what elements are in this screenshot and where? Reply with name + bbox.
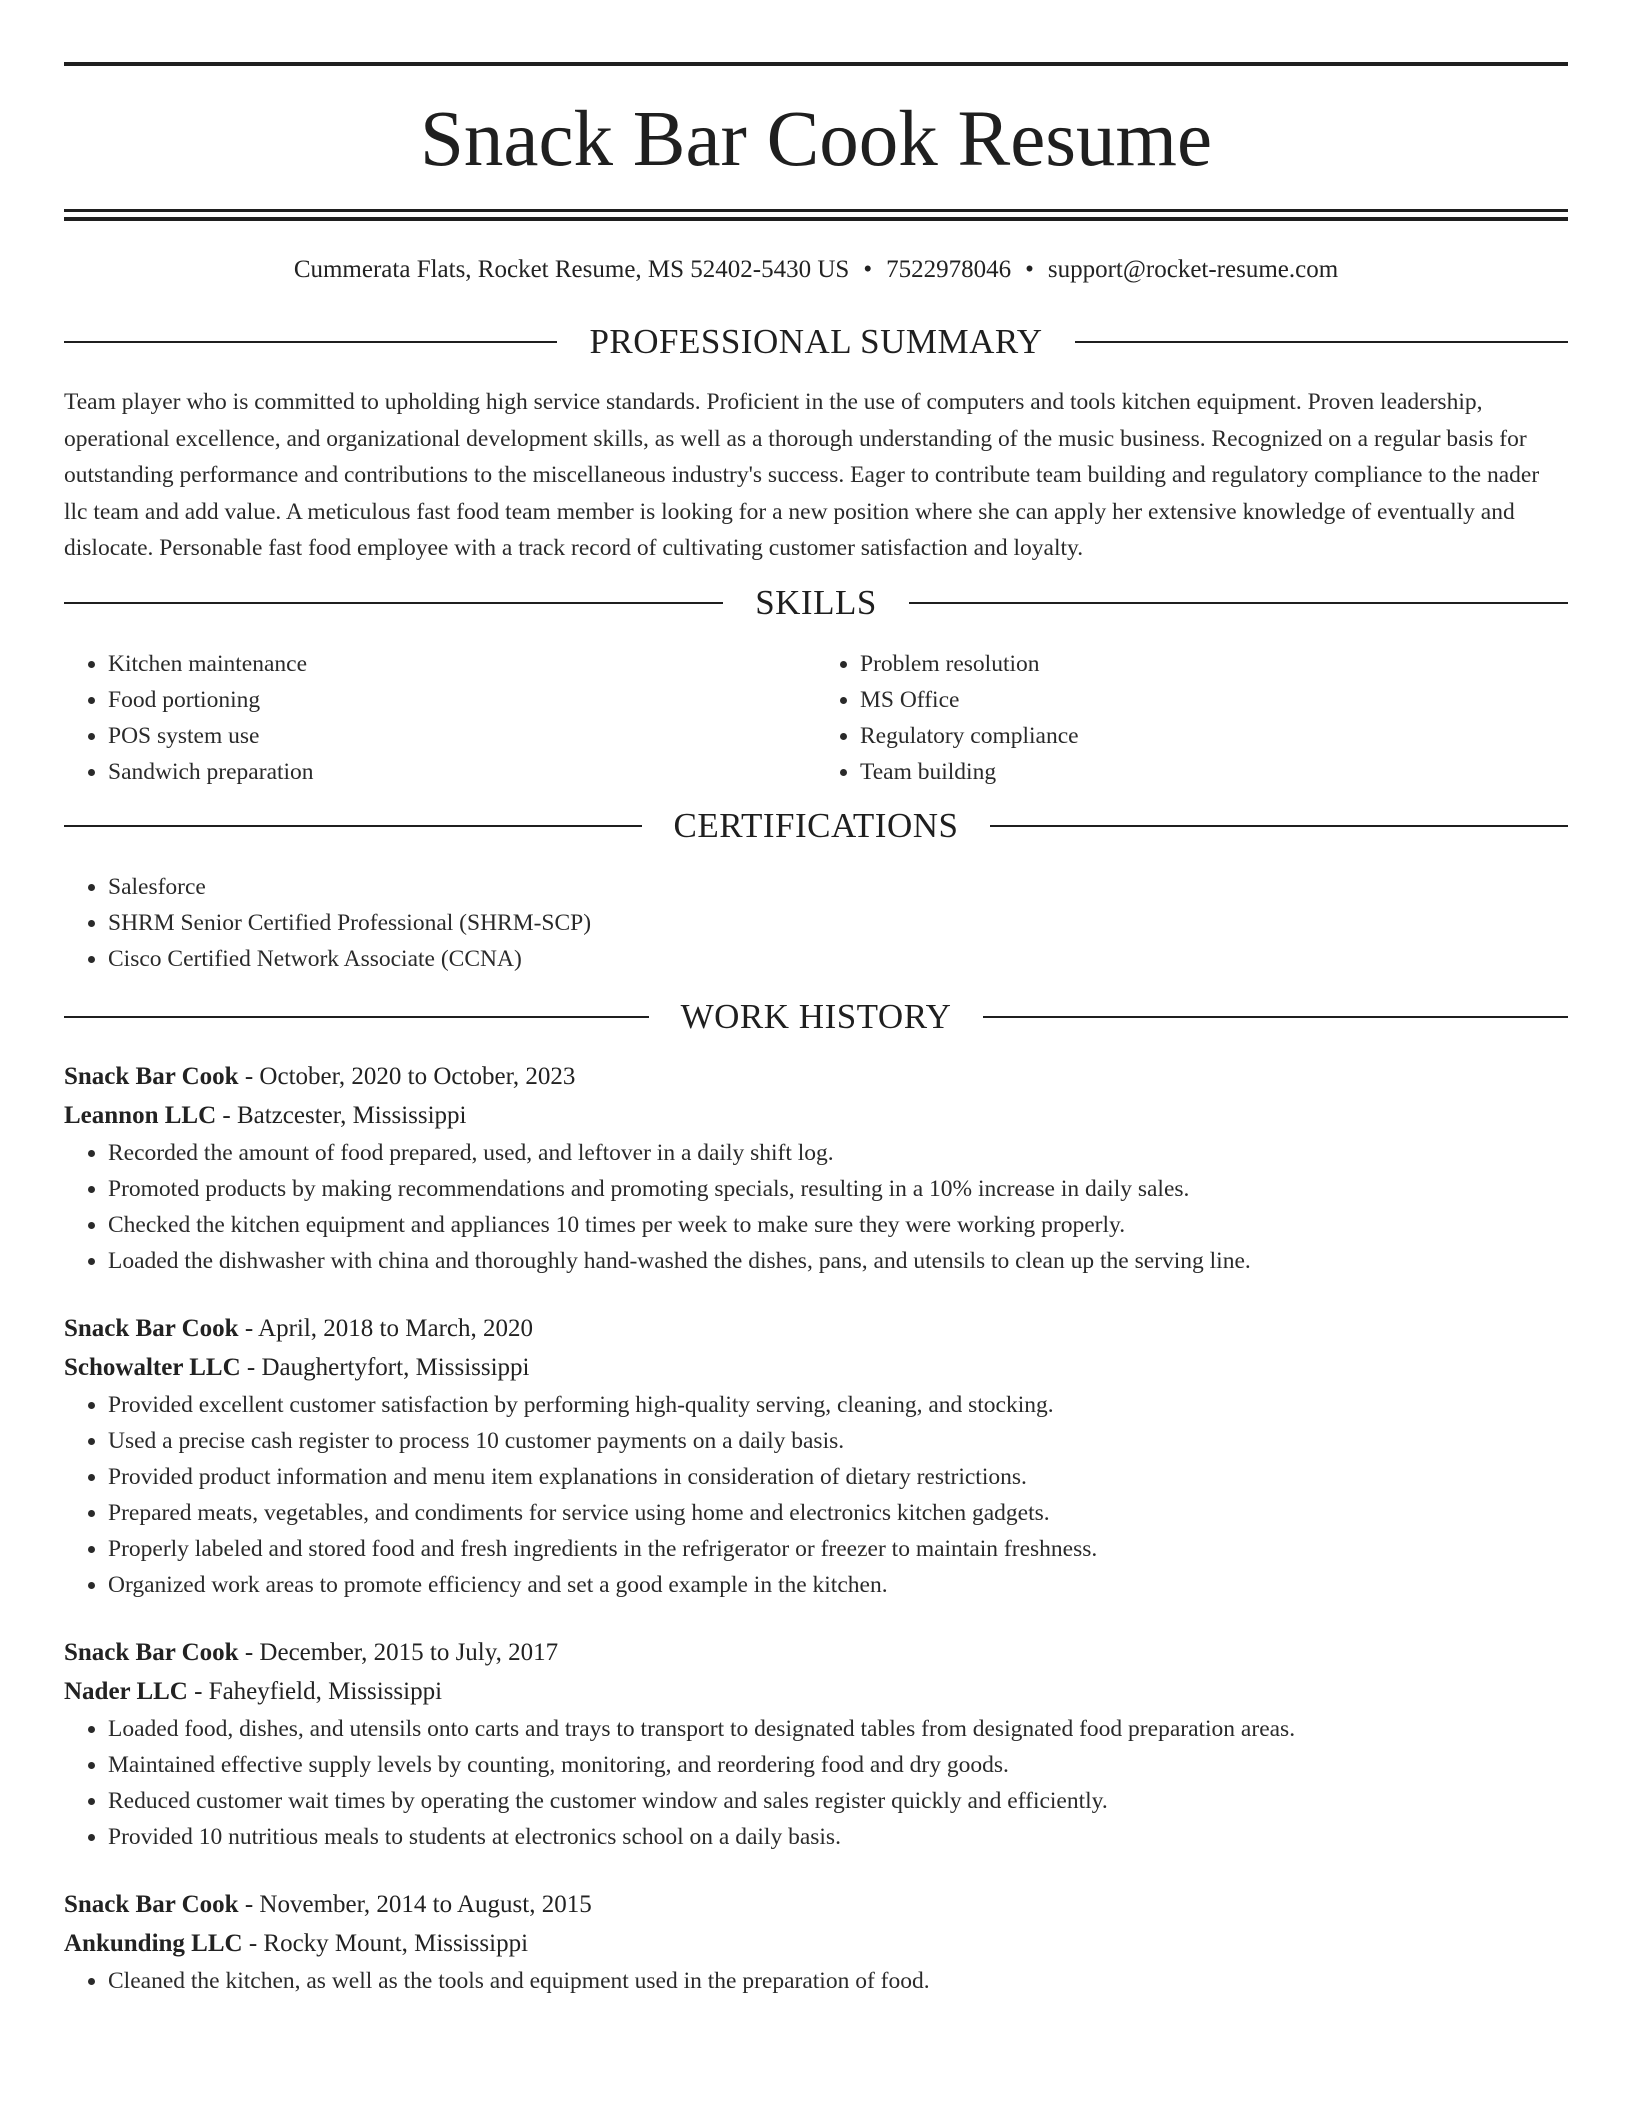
job-title-line [64,1309,1568,1348]
job-entry [64,1057,1568,1279]
job-company-line [64,1096,1568,1135]
job-location: - Batzcester, Mississippi [216,1101,467,1129]
skill-item: • Team building [860,754,1568,790]
summary-heading-label: PROFESSIONAL SUMMARY [589,322,1043,361]
job-title-line [64,1885,1568,1924]
contact-separator: • [1025,256,1034,283]
job-bullet: • Provided product information and menu item explanations in consideration of dietary restrictions. [108,1459,1568,1495]
resume-title: Snack Bar Cook Resume [419,96,1213,183]
job-title: Snack Bar Cook [64,1062,239,1090]
contact-address: Cummerata Flats, Rocket Resume, MS 52402-5430 US [293,256,850,283]
job-company-line [64,1924,1568,1963]
job-bullets [64,1963,1568,1999]
job-bullets [64,1387,1568,1603]
job-bullet: • Checked the kitchen equipment and appliances 10 times per week to make sure they were working properly. [108,1207,1568,1243]
summary-text: Team player who is committed to upholding high service standards. Proficient in the use of computers and tools kitchen equipment. Proven leadership, operational excellence, and organizational development skills, as well as a thorough understanding of the music business. Recognized on a regular basis for outstanding performance and contributions to the miscellaneous industry's success. Eager to contribute team building and regulatory compliance to the nader llc team and add value. A meticulous fast food team member is looking for a new position where she can apply her extensive knowledge of eventually and dislocate. Personable fast food employee with a track record of cultivating customer satisfaction and loyalty. [64,389,1540,561]
job-bullet: • Maintained effective supply levels by counting, monitoring, and reordering food and dry goods. [108,1747,1568,1783]
job-title: Snack Bar Cook [64,1314,239,1342]
job-location: - Rocky Mount, Mississippi [242,1929,529,1957]
job-dates: - April, 2018 to March, 2020 [238,1314,534,1342]
certification-item: • Cisco Certified Network Associate (CCNA) [108,941,1568,977]
skills-list-right [816,646,1568,790]
job-bullet: • Organized work areas to promote efficiency and set a good example in the kitchen. [108,1567,1568,1603]
skills-list-left [64,646,816,790]
certifications-list [64,869,1568,977]
skills-heading-label: SKILLS [755,582,877,622]
job-bullet: • Recorded the amount of food prepared, used, and leftover in a daily shift log. [108,1135,1568,1171]
skills-grid [64,646,1568,790]
job-entry [64,1633,1568,1855]
job-company-line [64,1348,1568,1387]
heading-rule [909,602,1568,604]
job-bullet: • Loaded food, dishes, and utensils onto carts and trays to transport to designated tables from designated food preparation areas. [108,1711,1568,1747]
heading-rule [990,825,1568,827]
job-entry [64,1885,1568,1999]
job-title: Snack Bar Cook [64,1638,239,1666]
job-bullets [64,1711,1568,1855]
skill-item: • Regulatory compliance [860,718,1568,754]
certifications-section-heading [64,806,1568,846]
job-company: Ankunding LLC [64,1929,243,1957]
contact-phone: 7522978046 [886,256,1012,283]
top-rule [64,62,1568,66]
job-dates: - October, 2020 to October, 2023 [238,1062,576,1090]
job-company: Leannon LLC [64,1101,217,1129]
job-location: - Daughertyfort, Mississippi [240,1353,530,1381]
job-bullet: • Loaded the dishwasher with china and thoroughly hand-washed the dishes, pans, and utensils to clean up the serving line. [108,1243,1568,1279]
job-entry [64,1309,1568,1603]
heading-rule [64,825,642,827]
job-company: Schowalter LLC [64,1353,241,1381]
skills-section-heading [64,583,1568,623]
work-history-heading-label: WORK HISTORY [680,996,952,1036]
job-bullet: • Provided 10 nutritious meals to students at electronics school on a daily basis. [108,1819,1568,1855]
heading-rule [64,341,557,343]
skill-item: • POS system use [108,718,816,754]
heading-rule [64,1016,649,1018]
skill-item: • MS Office [860,682,1568,718]
contact-separator: • [863,256,873,283]
heading-rule [983,1016,1568,1018]
title-double-rule [64,209,1568,221]
job-bullet: • Reduced customer wait times by operating the customer window and sales register quickly and efficiently. [108,1783,1568,1819]
job-bullet: • Promoted products by making recommendations and promoting specials, resulting in a 10% increase in daily sales. [108,1171,1568,1207]
certification-item: • SHRM Senior Certified Professional (SHRM-SCP) [108,905,1568,941]
job-bullet: • Provided excellent customer satisfaction by performing high-quality serving, cleaning, and stocking. [108,1387,1568,1423]
job-bullets [64,1135,1568,1279]
job-location: - Faheyfield, Mississippi [187,1677,443,1705]
skill-item: • Kitchen maintenance [108,646,816,682]
job-dates: - December, 2015 to July, 2017 [238,1638,559,1666]
job-title-line [64,1633,1568,1672]
job-title: Snack Bar Cook [64,1890,239,1918]
contact-line [64,256,1568,284]
job-company: Nader LLC [64,1677,188,1705]
job-bullet: • Properly labeled and stored food and fresh ingredients in the refrigerator or freezer to maintain freshness. [108,1531,1568,1567]
heading-rule [1075,341,1568,343]
skill-item: • Problem resolution [860,646,1568,682]
skill-item: • Sandwich preparation [108,754,816,790]
contact-email: support@rocket-resume.com [1047,256,1339,283]
summary-section-heading [64,322,1568,362]
job-bullet: • Prepared meats, vegetables, and condiments for service using home and electronics kitchen gadgets. [108,1495,1568,1531]
job-dates: - November, 2014 to August, 2015 [238,1890,592,1918]
work-history-section-heading [64,997,1568,1037]
job-bullet: • Used a precise cash register to process 10 customer payments on a daily basis. [108,1423,1568,1459]
certification-item: • Salesforce [108,869,1568,905]
job-bullet: • Cleaned the kitchen, as well as the tools and equipment used in the preparation of food. [108,1963,1568,1999]
heading-rule [64,602,723,604]
job-title-line [64,1057,1568,1096]
job-company-line [64,1672,1568,1711]
certifications-heading-label: CERTIFICATIONS [673,805,959,845]
skill-item: • Food portioning [108,682,816,718]
